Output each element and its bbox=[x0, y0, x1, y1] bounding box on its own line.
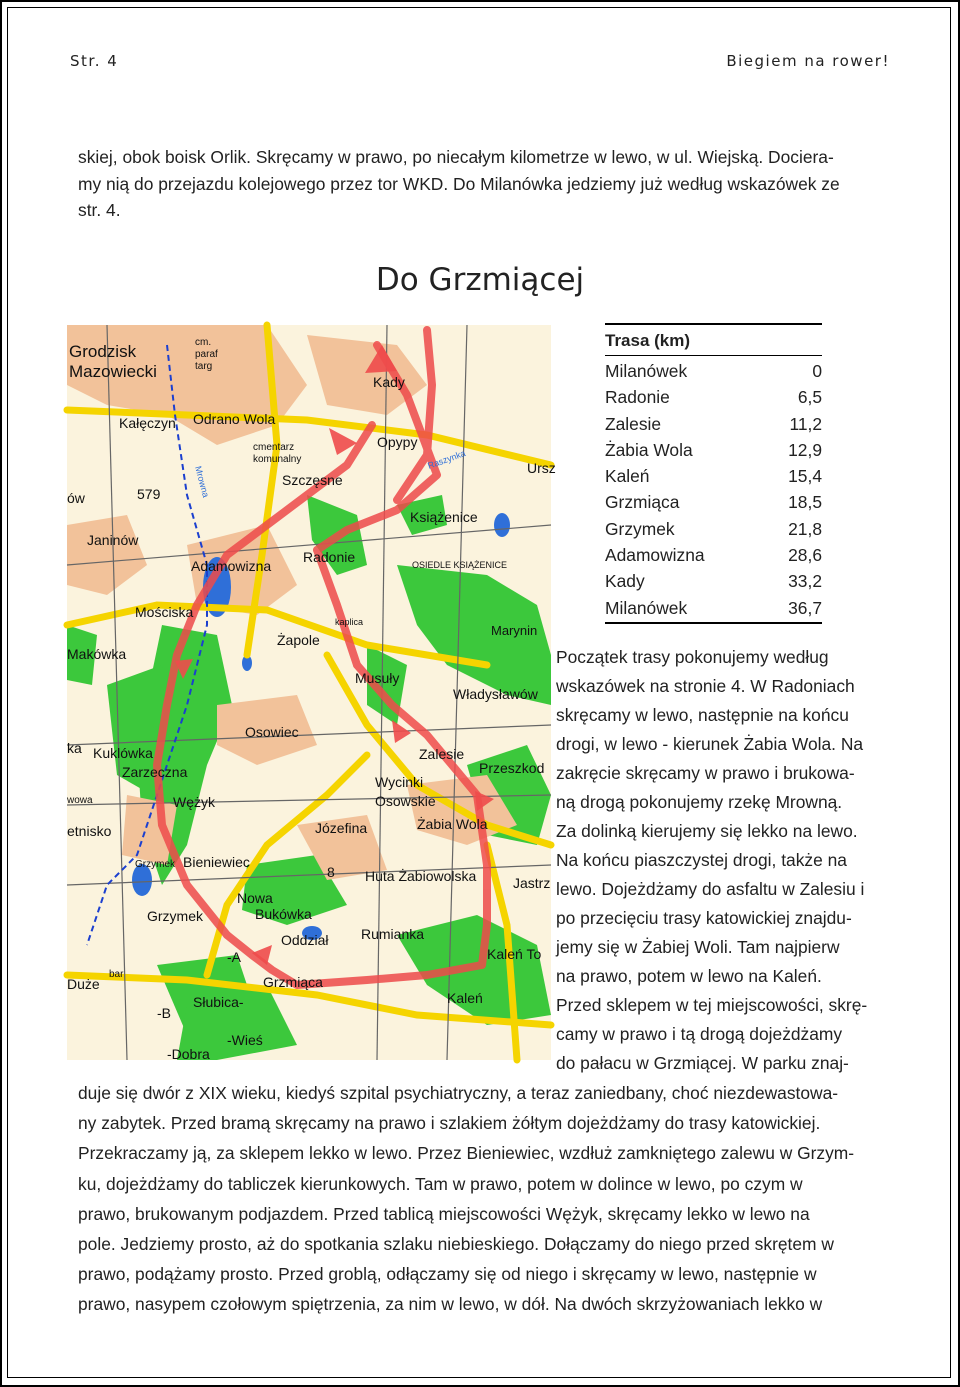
route-map-svg bbox=[67, 325, 556, 1062]
pond bbox=[494, 513, 510, 537]
table-row bbox=[605, 463, 822, 489]
map-label: Bieniewiec bbox=[183, 854, 250, 870]
map-label: Kaleń To bbox=[487, 946, 542, 962]
map-label: Jastrz bbox=[513, 875, 551, 891]
route-description-side bbox=[556, 643, 891, 1078]
route-map bbox=[67, 325, 556, 1062]
map-label: Ursz bbox=[527, 460, 556, 476]
map-label: Józefina bbox=[315, 820, 368, 836]
text-line: ku, dojeżdżamy do tabliczek kierunkowych. Tam w prawo, potem w dolince w lewo, po czym w bbox=[78, 1173, 803, 1194]
place-name: Milanówek bbox=[605, 361, 688, 381]
text-line: duje się dwór z XIX wieku, kiedyś szpital psychiatryczny, a teraz zaniedbany, choć niezdewastowa- bbox=[78, 1083, 839, 1103]
map-label: Janinów bbox=[87, 532, 139, 548]
section-title: Do Grzmiącej bbox=[375, 262, 585, 298]
map-label: Grzmiąca bbox=[263, 974, 323, 990]
place-name: Adamowizna bbox=[605, 545, 705, 566]
place-name: Grzymek bbox=[605, 518, 675, 539]
map-label: Mościska bbox=[135, 604, 194, 620]
distance-km: 15,4 bbox=[788, 466, 822, 487]
text-line: do pałacu w Grzmiącej. W parku znaj- bbox=[556, 1053, 849, 1073]
distance-km: 36,7 bbox=[788, 597, 822, 618]
text-line: wskazówek na stronie 4. W Radoniach bbox=[556, 676, 855, 696]
map-label: cmentarz bbox=[253, 442, 295, 453]
route-description-body bbox=[78, 1078, 893, 1320]
map-label: Żapole bbox=[277, 632, 320, 648]
page-header bbox=[70, 52, 890, 74]
text-line: drogi, w lewo - kierunek Żabia Wola. Na bbox=[556, 734, 864, 754]
map-label: etnisko bbox=[67, 823, 112, 839]
text-line: Początek trasy pokonujemy według bbox=[556, 647, 829, 667]
route-distance-table bbox=[605, 323, 822, 624]
map-label: Mazowiecki bbox=[69, 362, 157, 381]
map-label: Odrano Wola bbox=[193, 411, 276, 427]
map-label: Osowskie bbox=[375, 793, 436, 809]
intro-line: my nią do przejazdu kolejowego przez tor WKD. Do Milanówka jedziemy już według wskazówek ze bbox=[78, 173, 840, 194]
place-name: Grzmiąca bbox=[605, 492, 680, 513]
map-label: Kady bbox=[373, 374, 405, 390]
map-label: Zalesie bbox=[419, 746, 465, 762]
map-label: Władysławów bbox=[453, 686, 538, 702]
table-row bbox=[605, 489, 822, 515]
map-label: Marynin bbox=[491, 623, 538, 638]
distance-km: 28,6 bbox=[788, 545, 822, 566]
text-line: Za dolinką kierujemy się lekko na lewo. bbox=[556, 821, 858, 841]
text-line: prawo, podążamy prosto. Przed groblą, odłączamy się od niego i skręcamy w lewo, następnie w bbox=[78, 1264, 817, 1285]
map-label: Raszynka bbox=[426, 447, 467, 471]
map-label: targ bbox=[195, 361, 213, 372]
distance-km: 6,5 bbox=[797, 387, 822, 408]
map-label: -Dobra bbox=[167, 1046, 210, 1062]
distance-km: 33,2 bbox=[788, 571, 822, 592]
map-label: Bukówka bbox=[255, 906, 312, 922]
map-label: Żabia Wola bbox=[417, 816, 488, 832]
place-name: Radonie bbox=[605, 387, 670, 408]
settlement-area bbox=[67, 515, 147, 595]
intro-paragraph bbox=[78, 144, 888, 224]
place-name: Kady bbox=[605, 571, 645, 592]
map-label: -B bbox=[157, 1005, 171, 1021]
map-label: Grzymek bbox=[135, 859, 175, 870]
settlement-area bbox=[122, 795, 177, 865]
text-line: skręcamy w lewo, następnie na końcu bbox=[556, 705, 849, 725]
map-label: Mrowna bbox=[193, 464, 212, 499]
map-label: Duże bbox=[67, 976, 100, 992]
table-row bbox=[605, 542, 822, 568]
table-row bbox=[605, 568, 822, 594]
text-line: prawo, brukowanym podjazdem. Przed tablicą miejscowości Wężyk, skręcamy lekko w lewo na bbox=[78, 1203, 810, 1224]
text-line: Na końcu piaszczystej drogi, także na bbox=[556, 850, 847, 870]
map-label: 8 bbox=[327, 864, 335, 880]
table-row bbox=[605, 411, 822, 437]
map-label: Kaleń bbox=[447, 990, 483, 1006]
text-line: na prawo, potem w lewo na Kaleń. bbox=[556, 966, 822, 986]
map-label: Wężyk bbox=[173, 794, 215, 810]
map-label: Makówka bbox=[67, 646, 127, 662]
map-label: -A bbox=[227, 949, 241, 965]
page-number: Str. 4 bbox=[70, 52, 119, 70]
place-name: Kaleń bbox=[605, 466, 650, 487]
intro-line: skiej, obok boisk Orlik. Skręcamy w prawo, po niecałym kilometrze w lewo, w ul. Wiejską. Dociera- bbox=[78, 147, 834, 167]
route-table-body bbox=[605, 356, 822, 624]
map-label: Opypy bbox=[377, 434, 418, 450]
table-row bbox=[605, 358, 822, 384]
distance-km: 12,9 bbox=[788, 439, 822, 460]
distance-km: 0 bbox=[812, 361, 822, 381]
place-name: Żabia Wola bbox=[605, 439, 693, 460]
publication-title: Biegiem na rower! bbox=[726, 52, 890, 70]
map-label: Osowiec bbox=[245, 724, 299, 740]
map-label: bar bbox=[109, 969, 124, 980]
text-line: lewo. Dojeżdżamy do asfaltu w Zalesiu i bbox=[556, 879, 865, 899]
text-line: prawo, nasypem czołowym spiętrzenia, za nim w lewo, w dół. Na dwóch skrzyżowaniach lekko w bbox=[78, 1294, 823, 1315]
map-label: OSIEDLE KSIĄŻENICE bbox=[412, 560, 508, 570]
map-label: Książenice bbox=[410, 509, 478, 525]
text-line: Przekraczamy ją, za sklepem lekko w lewo. Przez Bieniewiec, wzdłuż zamkniętego zalewu w Grzym- bbox=[78, 1143, 855, 1164]
table-row bbox=[605, 595, 822, 621]
map-label: paraf bbox=[195, 349, 218, 360]
map-label: Radonie bbox=[303, 549, 356, 565]
map-label: Słubica- bbox=[193, 994, 244, 1010]
map-label: ów bbox=[67, 490, 85, 506]
map-label: 579 bbox=[137, 486, 161, 502]
text-line: jemy się w Żabiej Woli. Tam najpierw bbox=[556, 937, 840, 957]
table-row bbox=[605, 384, 822, 410]
map-label: wowa bbox=[67, 795, 93, 806]
text-line: pole. Jedziemy prosto, aż do spotkania szlaku niebieskiego. Dołączamy do niego przed skrętem w bbox=[78, 1234, 834, 1255]
map-label: Zarzeczna bbox=[122, 764, 188, 780]
map-label: Kałęczyn bbox=[119, 415, 176, 431]
intro-line: str. 4. bbox=[78, 200, 121, 220]
place-name: Zalesie bbox=[605, 413, 662, 434]
map-label: Oddział bbox=[281, 932, 329, 948]
map-label: kaplica bbox=[335, 617, 364, 627]
distance-km: 18,5 bbox=[788, 492, 822, 513]
table-row bbox=[605, 437, 822, 463]
place-name: Milanówek bbox=[605, 597, 688, 618]
distance-km: 21,8 bbox=[788, 518, 822, 539]
map-label: ka bbox=[67, 740, 82, 756]
text-line: Przed sklepem w tej miejscowości, skrę- bbox=[556, 995, 868, 1015]
map-label: Przeszkod bbox=[479, 760, 545, 776]
map-label: Rumianka bbox=[361, 926, 425, 942]
map-label: Nowa bbox=[237, 890, 273, 906]
text-line: ną drogą pokonujemy rzekę Mrowną. bbox=[556, 792, 843, 812]
map-label: Wycinki bbox=[375, 774, 424, 790]
map-label: Huta Żabiowolska bbox=[365, 868, 477, 884]
map-label: -Wieś bbox=[227, 1032, 263, 1048]
text-line: zakręcie skręcamy w prawo i brukowa- bbox=[556, 763, 855, 783]
map-label: Adamowizna bbox=[191, 558, 272, 574]
map-label: Szczęsne bbox=[282, 472, 343, 488]
text-line: po przecięciu trasy katowickiej znajdu- bbox=[556, 908, 852, 928]
text-line: camy w prawo i tą drogą dojeżdżamy bbox=[556, 1024, 843, 1044]
map-label: Grzymek bbox=[147, 908, 203, 924]
map-label: Kuklówka bbox=[93, 745, 153, 761]
map-label: Grodzisk bbox=[69, 342, 137, 361]
text-line: ny zabytek. Przed bramą skręcamy na prawo i szlakiem żółtym dojeżdżamy do trasy katowickiej. bbox=[78, 1113, 821, 1134]
map-label: cm. bbox=[195, 337, 212, 348]
map-label: Musuły bbox=[355, 670, 400, 686]
table-row bbox=[605, 516, 822, 542]
distance-km: 11,2 bbox=[789, 413, 822, 434]
route-table-header: Trasa (km) bbox=[605, 323, 822, 356]
map-label: komunalny bbox=[253, 454, 302, 465]
